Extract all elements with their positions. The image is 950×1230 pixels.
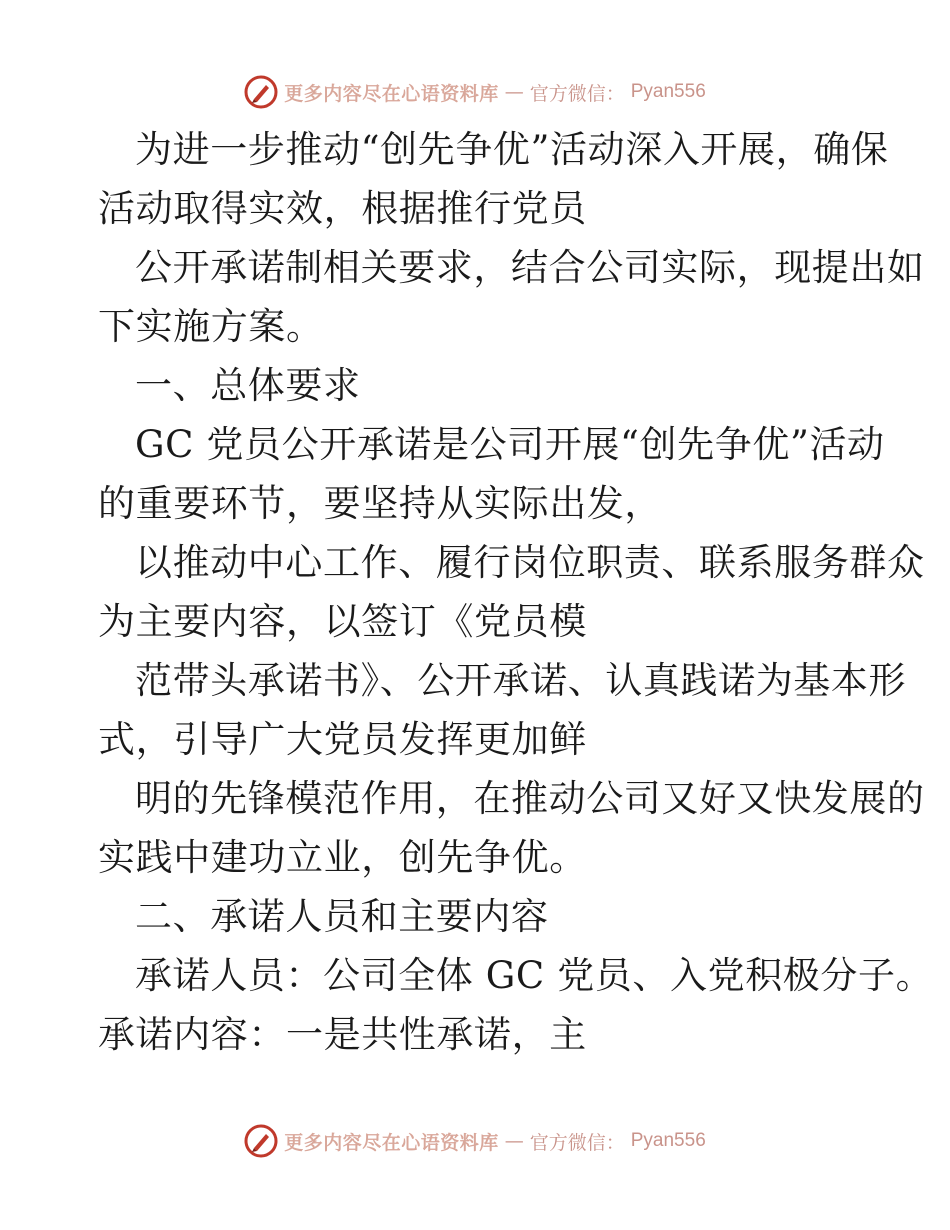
- watermark-dash: —: [504, 81, 524, 103]
- paragraph-line: 式，引导广大党员发挥更加鲜: [98, 718, 587, 761]
- paragraph-line: 一、总体要求: [135, 364, 361, 407]
- watermark-main-text: 更多内容尽在心语资料库: [284, 1131, 499, 1154]
- paragraph-line: 下实施方案。: [98, 305, 324, 348]
- paragraph-line: 以推动中心工作、履行岗位职责、联系服务群众: [135, 541, 925, 584]
- pen-logo-icon: [244, 1124, 278, 1158]
- watermark-sub-text: 官方微信：: [529, 82, 625, 105]
- paragraph-line: 明的先锋模范作用，在推动公司又好又快发展的: [135, 777, 925, 820]
- header-watermark: [0, 72, 950, 112]
- document-body: [98, 120, 934, 1064]
- paragraph-line: 为主要内容，以签订《党员模: [98, 600, 587, 643]
- footer-watermark: [0, 1121, 950, 1161]
- paragraph-line: 活动取得实效，根据推行党员: [98, 187, 587, 230]
- watermark-wechat-id: Pyan556: [630, 81, 706, 102]
- paragraph-line: 实践中建功立业，创先争优。: [98, 836, 587, 879]
- paragraph-line: 公开承诺制相关要求，结合公司实际，现提出如: [135, 246, 925, 289]
- paragraph-line: 承诺内容：一是共性承诺，主: [98, 1013, 587, 1056]
- pen-logo-icon: [244, 75, 278, 109]
- watermark-dash: —: [504, 1130, 524, 1152]
- paragraph-line: 的重要环节，要坚持从实际出发，: [98, 482, 662, 525]
- paragraph-line: 为进一步推动“创先争优”活动深入开展，确保: [135, 128, 889, 171]
- paragraph-line: 范带头承诺书》、公开承诺、认真践诺为基本形: [135, 659, 907, 702]
- watermark-wechat-id: Pyan556: [630, 1130, 706, 1151]
- watermark-sub-text: 官方微信：: [529, 1131, 625, 1154]
- watermark-main-text: 更多内容尽在心语资料库: [284, 82, 499, 105]
- paragraph-line: 承诺人员：公司全体 GC 党员、入党积极分子。: [135, 954, 934, 997]
- paragraph-line: GC 党员公开承诺是公司开展“创先争优”活动: [135, 423, 885, 466]
- paragraph-line: 二、承诺人员和主要内容: [135, 895, 549, 938]
